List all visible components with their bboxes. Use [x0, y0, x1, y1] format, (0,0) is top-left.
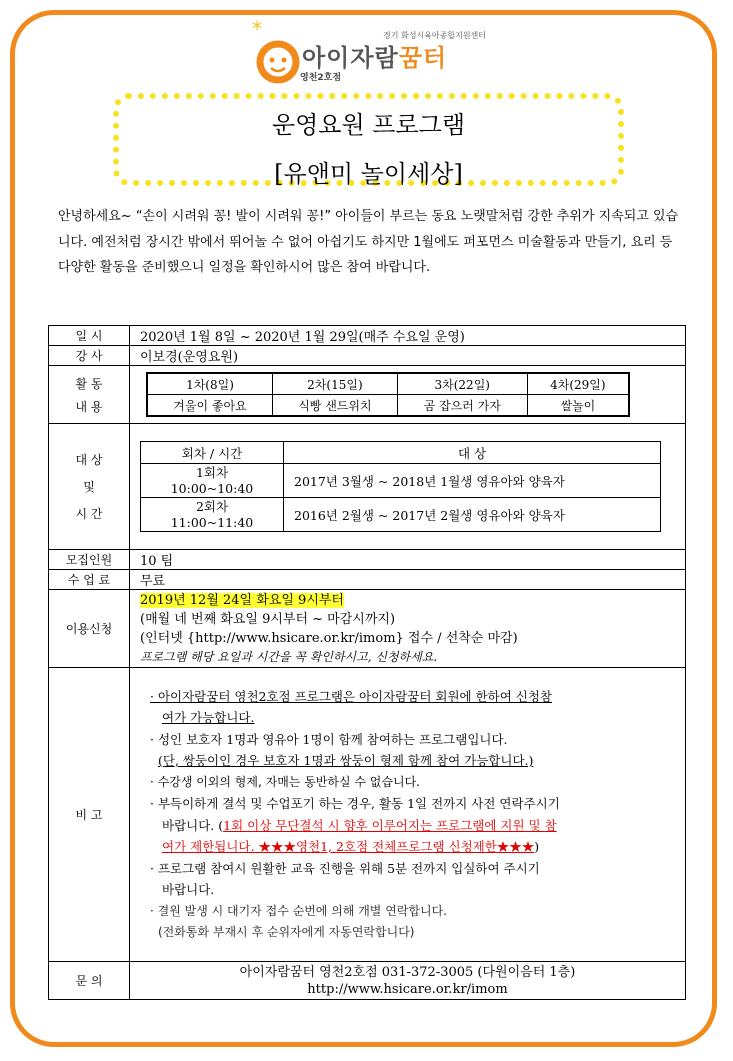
- target-label-line1: 대 상: [75, 453, 103, 467]
- target-time: 11:00~11:40: [170, 514, 254, 530]
- target-time: 10:00~10:40: [170, 480, 254, 496]
- target-cell: [130, 424, 686, 550]
- contact-label: 문 의: [49, 962, 130, 1000]
- target-table: [140, 441, 661, 532]
- session-round: 4차(29일): [527, 373, 629, 395]
- target-round: 2회차: [195, 498, 229, 514]
- recruit-label: 모집인원: [49, 550, 130, 570]
- note-item: (단, 쌍둥이인 경우 보호자 1명과 쌍둥이 형제 함께 참여 가능합니다.): [158, 753, 534, 768]
- target-value: 2017년 3월생 ~ 2018년 1월생 영유아와 양육자: [284, 464, 661, 498]
- session-round: 3차(22일): [397, 373, 527, 395]
- apply-cell: [130, 590, 686, 668]
- note-item: · 수강생 이외의 형제, 자매는 동반하실 수 없습니다.: [150, 774, 420, 789]
- title-box: [113, 93, 624, 186]
- date-label: 일 시: [49, 326, 130, 346]
- apply-method: (인터넷 {http://www.hsicare.or.kr/imom} 접수 / 선착순 마감): [140, 630, 518, 646]
- note-item: · 결원 발생 시 대기자 접수 순번에 의해 개별 연락합니다.: [150, 903, 447, 918]
- note-item: (전화통화 부재시 후 순위자에게 자동연락합니다): [158, 925, 415, 939]
- logo-child-icon: [244, 18, 304, 88]
- logo-org: 경기 화성시육아종합지원센터: [383, 31, 487, 40]
- fee-value: 무료: [130, 570, 686, 590]
- note-item: · 성인 보호자 1명과 영유아 1명이 함께 참여하는 프로그램입니다.: [150, 731, 508, 747]
- note-item: [150, 836, 685, 858]
- note-text: 바랍니다. (: [162, 817, 224, 833]
- notes-cell: [130, 668, 686, 962]
- note-warning-text: 1회 이상 무단결석 시 향후 이루어지는 프로그램에 지원 및 참: [223, 817, 557, 833]
- note-item: [150, 815, 685, 837]
- activity-label-line2: 내 용: [75, 399, 103, 414]
- target-header-target: 대 상: [284, 442, 661, 464]
- note-item: [150, 686, 685, 708]
- contact-url[interactable]: http://www.hsicare.or.kr/imom: [307, 981, 508, 997]
- fee-label: 수 업 료: [49, 570, 130, 590]
- session-table: [146, 372, 630, 417]
- recruit-value: 10 팀: [130, 550, 686, 570]
- activity-label: [49, 366, 130, 424]
- apply-notice: 프로그램 해당 요일과 시간을 꼭 확인하시고, 신청하세요.: [140, 649, 438, 664]
- logo-branch: 영천2호점: [300, 73, 342, 83]
- contact-cell: [130, 962, 686, 1000]
- teacher-label: 강 사: [49, 346, 130, 366]
- logo-name: [302, 38, 447, 73]
- date-value: 2020년 1월 8일 ~ 2020년 1월 29일(매주 수요일 운영): [130, 326, 686, 346]
- session-title: 식빵 샌드위치: [272, 395, 397, 417]
- session-title: 쌀놀이: [527, 395, 629, 417]
- notes-label: 비 고: [49, 668, 130, 962]
- apply-label: 이용신청: [49, 590, 130, 668]
- teacher-value: 이보경(운영요원): [130, 346, 686, 366]
- program-info-table: [48, 325, 686, 1000]
- logo-name-part1: 아이자람: [302, 44, 399, 72]
- activity-label-line1: 활 동: [75, 376, 103, 391]
- target-header-time: 회차 / 시간: [141, 442, 284, 464]
- note-item: · 부득이하게 결석 및 수업포기 하는 경우, 활동 1일 전까지 사전 연락주시기: [150, 796, 560, 811]
- target-round-time: [141, 498, 284, 532]
- note-item: 바랍니다.: [162, 882, 215, 897]
- note-item: · 프로그램 참여시 원활한 교육 진행을 위해 5분 전까지 입실하여 주시기: [150, 860, 540, 876]
- target-label: [49, 424, 130, 550]
- target-label-line2: 및: [83, 480, 95, 494]
- notes-list: [130, 686, 685, 944]
- apply-schedule: (매월 네 번째 화요일 9시부터 ~ 마감시까지): [140, 611, 396, 627]
- target-round-time: [141, 464, 284, 498]
- page-subtitle: [유앤미 놀이세상]: [274, 160, 463, 188]
- logo-name-part2: 꿈터: [398, 44, 448, 72]
- note-warning-text: 여가 제한됩니다. ★★★영천1, 2호점 전체프로그램 신청제한★★★: [162, 839, 535, 854]
- intro-paragraph: 안녕하세요~ “손이 시려워 꽁! 발이 시려워 꽁!” 아이들이 부르는 동요 노랫말처럼 강한 추위가 지속되고 있습니다. 예전처럼 장시간 밖에서 뛰어놀 수 없어 아쉽기도 하지만 1월에도 퍼포먼스 미술활동과 만들기, 요리 등 다양한 활동을 준비했으니 일정을 확인하시어 많은 참여 바랍니다.: [58, 209, 679, 275]
- note-text: 여가 가능합니다.: [162, 710, 255, 725]
- note-item: [150, 707, 685, 729]
- apply-start-highlight: 2019년 12월 24일 화요일 9시부터: [140, 592, 344, 608]
- target-label-line3: 시 간: [75, 507, 103, 521]
- session-round: 2차(15일): [272, 373, 397, 395]
- contact-info: 아이자람꿈터 영천2호점 031-372-3005 (다원이음터 1층): [239, 964, 576, 980]
- note-text: ): [534, 839, 540, 854]
- target-round: 1회차: [195, 464, 229, 480]
- target-value: 2016년 2월생 ~ 2017년 2월생 영유아와 양육자: [284, 498, 661, 532]
- svg-text:*: *: [252, 18, 262, 41]
- activity-cell: [130, 366, 686, 424]
- note-text: · 아이자람꿈터 영천2호점 프로그램은 아이자람꿈터 회원에 한하여 신청참: [150, 688, 552, 704]
- session-title: 겨울이 좋아요: [147, 395, 272, 417]
- session-title: 곰 잡으러 가자: [397, 395, 527, 417]
- page-title: 운영요원 프로그램: [271, 111, 466, 139]
- session-round: 1차(8일): [147, 373, 272, 395]
